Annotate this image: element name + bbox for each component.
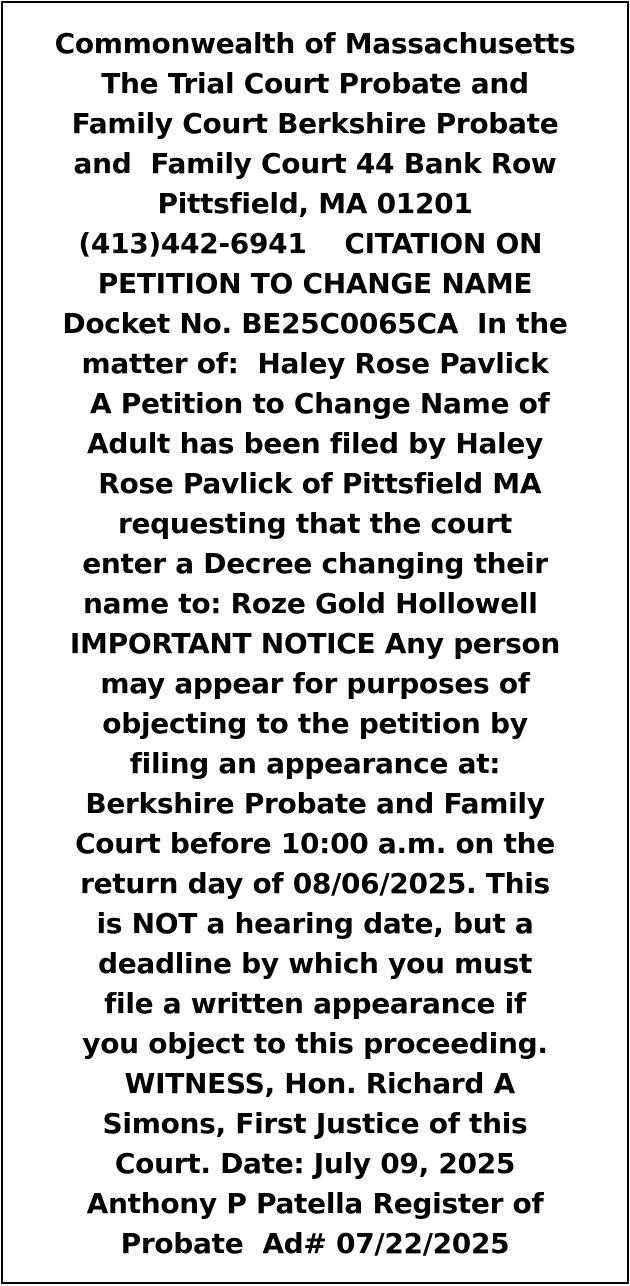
notice-line: Court before 10:00 a.m. on the [75,827,555,860]
notice-line: name to: Roze Gold Hollowell [83,587,547,620]
notice-line: objecting to the petition by [102,707,528,740]
notice-line: Pittsfield, MA 01201 [157,187,473,220]
notice-line: may appear for purposes of [100,667,530,700]
notice-line: Court. Date: July 09, 2025 [114,1147,516,1180]
notice-line: file a written appearance if [104,987,526,1020]
notice-line: Simons, First Justice of this [102,1107,528,1140]
notice-line: Docket No. BE25C0065CA In the [62,307,568,340]
notice-line: and Family Court 44 Bank Row [73,147,557,180]
notice-line: enter a Decree changing their [82,547,548,580]
notice-line: Family Court Berkshire Probate [71,107,559,140]
notice-line: Rose Pavlick of Pittsfield MA [88,467,542,500]
notice-line: Commonwealth of Massachusetts [54,27,576,60]
notice-line: IMPORTANT NOTICE Any person [69,627,561,660]
notice-line: is NOT a hearing date, but a [96,907,534,940]
notice-line: requesting that the court [117,507,512,540]
legal-notice [1,1,629,1284]
notice-line: Berkshire Probate and Family [85,787,545,820]
notice-line: The Trial Court Probate and [101,67,529,100]
notice-line: A Petition to Change Name of [80,387,550,420]
notice-line: Adult has been filed by Haley [87,427,543,460]
notice-line: return day of 08/06/2025. This [80,867,550,900]
notice-line: deadline by which you must [97,947,533,980]
notice-line: Anthony P Patella Register of [86,1187,544,1220]
notice-line: matter of: Haley Rose Pavlick [81,347,549,380]
notice-line: (413)442-6941 CITATION ON [78,227,552,260]
notice-line: WITNESS, Hon. Richard A [115,1067,515,1100]
notice-line: Probate Ad# 07/22/2025 [120,1227,510,1260]
notice-line: PETITION TO CHANGE NAME [97,267,533,300]
notice-line: you object to this proceeding. [82,1027,548,1060]
notice-line: filing an appearance at: [129,747,501,780]
